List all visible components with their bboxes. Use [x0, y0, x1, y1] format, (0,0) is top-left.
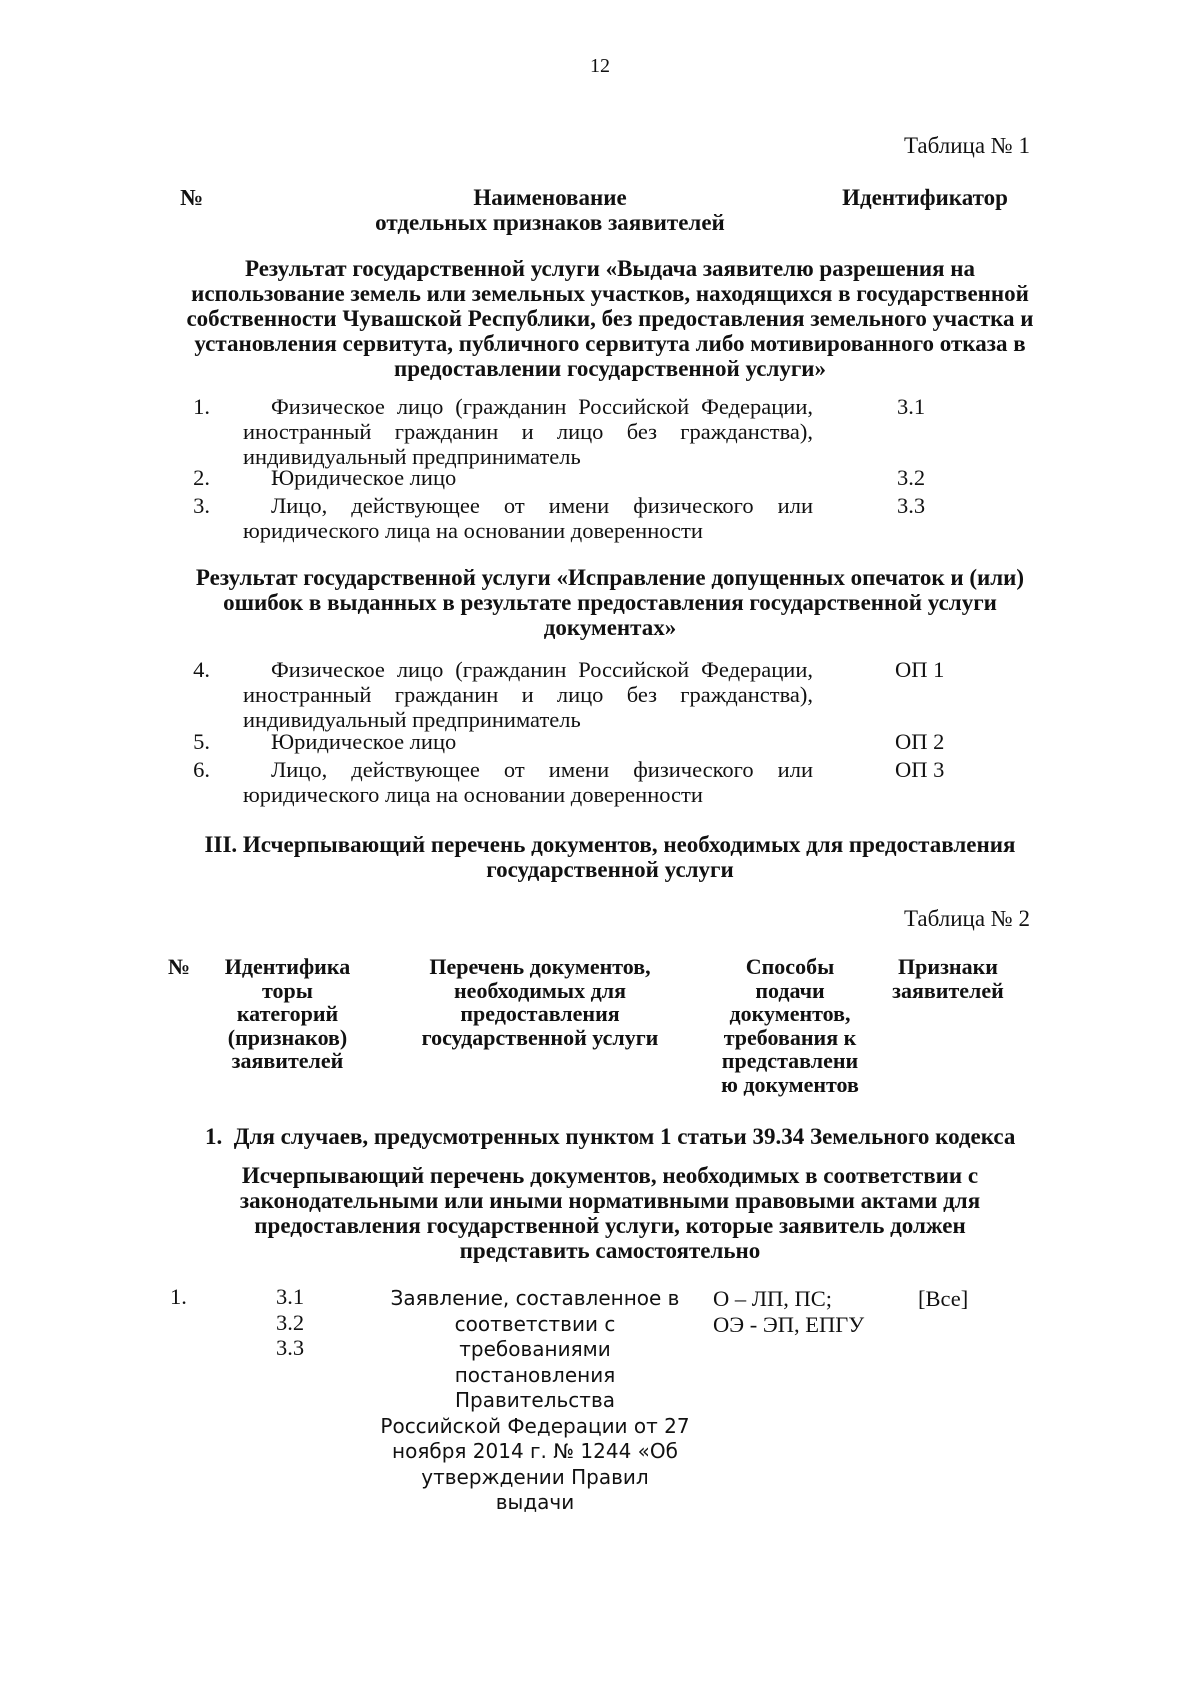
subtitle-line: предоставления государственной услуги, которые заявитель должен — [254, 1213, 966, 1238]
table2-row-number: 1. — [170, 1284, 187, 1309]
row-description-text: Юридическое лицо — [271, 729, 457, 754]
row-identifier: ОП 3 — [895, 757, 945, 782]
document-line: ноября 2014 г. № 1244 «Об — [392, 1439, 678, 1463]
row-number: 3. — [193, 493, 210, 518]
header-line: требования к — [723, 1024, 857, 1050]
section1-title-line: предоставлении государственной услуги» — [393, 356, 827, 381]
section1-title-line: использование земель или земельных участков, находящихся в государственной — [191, 281, 1029, 306]
table2-row-document — [380, 1286, 690, 1516]
row-number: 6. — [193, 757, 210, 782]
method-line: ОЭ - ЭП, ЕПГУ — [713, 1311, 865, 1337]
section1-title — [150, 256, 1070, 381]
table2-header-signs — [878, 955, 1018, 1002]
header-line: документов, — [729, 1001, 851, 1026]
subtitle-line: Исчерпывающий перечень документов, необходимых в соответствии с — [241, 1163, 979, 1188]
document-line: Российской Федерации от 27 — [380, 1413, 690, 1438]
header-line: заявителей — [892, 977, 1004, 1003]
section3-title-line: государственной услуги — [486, 857, 734, 882]
row-description — [243, 657, 813, 732]
header-line: предоставления — [460, 1001, 620, 1026]
row-description-text: Лицо, действующее от имени физического или юридического лица на основании доверенности — [243, 493, 813, 543]
document-line: соответствии с требованиями — [454, 1311, 616, 1361]
row-identifier: 3.1 — [897, 394, 926, 419]
section1-title-line: собственности Чувашской Республики, без предоставления земельного участка и — [186, 306, 1034, 331]
section1-title-line: установления сервитута, публичного сервитута либо мотивированного отказа в — [194, 331, 1026, 356]
section3-title-line: III. Исчерпывающий перечень документов, необходимых для предоставления — [204, 832, 1016, 857]
header-line: категорий — [236, 1001, 339, 1026]
document-line: Заявление, составленное в — [390, 1286, 680, 1310]
table2-header-docs — [395, 955, 685, 1049]
section2-title — [150, 565, 1070, 640]
section1-title-line: Результат государственной услуги «Выдача заявителю разрешения на — [244, 256, 976, 281]
table2-row-methods — [713, 1286, 883, 1337]
row-number: 5. — [193, 729, 210, 754]
row-number: 4. — [193, 657, 210, 682]
table1-header-name-line1: Наименование — [473, 185, 627, 210]
subtitle-line: законодательными или иными нормативными правовыми актами для — [239, 1188, 981, 1213]
table2-row-ids — [270, 1284, 310, 1361]
header-line: представлени — [721, 1048, 859, 1073]
method-line: О – ЛП, ПС; — [713, 1286, 833, 1311]
section2-title-line: документах» — [543, 615, 677, 640]
header-line: Идентифика — [224, 954, 351, 979]
table1-header-num: № — [180, 185, 204, 210]
document-line: постановления Правительства — [454, 1362, 616, 1412]
row-description-text: Физическое лицо (гражданин Российской Федерации, иностранный гражданин и лицо без гражданства), индивидуальный предприниматель — [243, 394, 813, 469]
row-description — [243, 394, 813, 469]
section2-title-line: ошибок в выданных в результате предоставления государственной услуги — [223, 590, 997, 615]
table2-caption: Таблица № 2 — [903, 906, 1030, 931]
table2-header-methods — [700, 955, 880, 1096]
row-number: 2. — [193, 465, 210, 490]
header-line: необходимых для — [454, 977, 626, 1003]
header-line: торы — [262, 977, 313, 1003]
section2-title-line: Результат государственной услуги «Исправление допущенных опечаток и (или) — [195, 565, 1025, 590]
row-identifier: 3.3 — [897, 493, 926, 518]
row-description — [243, 465, 813, 490]
row-description-text: Юридическое лицо — [271, 465, 457, 490]
header-line: заявителей — [231, 1048, 344, 1073]
table1-caption: Таблица № 1 — [903, 133, 1030, 158]
header-line: государственной услуги — [421, 1024, 659, 1050]
row-description — [243, 757, 813, 807]
row-identifier: ОП 2 — [895, 729, 945, 754]
row-description-text: Физическое лицо (гражданин Российской Федерации, иностранный гражданин и лицо без гражданства), индивидуальный предприниматель — [243, 657, 813, 732]
row-description — [243, 493, 813, 543]
header-line: ю документов — [721, 1071, 859, 1097]
table2-header-ids — [200, 955, 375, 1073]
table2-row-signs: [Все] — [918, 1286, 969, 1311]
documents-subtitle — [150, 1163, 1070, 1263]
header-line: Признаки — [898, 954, 998, 979]
id-line: 3.1 — [275, 1284, 305, 1309]
row-description-text: Лицо, действующее от имени физического или юридического лица на основании доверенности — [243, 757, 813, 807]
row-identifier: 3.2 — [897, 465, 926, 490]
row-number: 1. — [193, 394, 210, 419]
page-number: 12 — [590, 55, 610, 77]
header-line: Перечень документов, — [429, 954, 651, 979]
header-line: (признаков) — [227, 1024, 348, 1050]
table1-header-id: Идентификатор — [842, 185, 1008, 210]
table1-header-name-line2: отдельных признаков заявителей — [375, 210, 725, 235]
table2-header-num: № — [168, 954, 191, 979]
row-description — [243, 729, 813, 754]
subtitle-line: представить самостоятельно — [459, 1238, 761, 1263]
section3-title — [150, 832, 1070, 882]
id-line: 3.3 — [275, 1335, 305, 1360]
case1-title: 1. Для случаев, предусмотренных пунктом 1 статьи 39.34 Земельного кодекса — [205, 1124, 1016, 1149]
id-line: 3.2 — [275, 1309, 305, 1335]
header-line: Способы — [745, 954, 835, 979]
table1-header-name — [330, 185, 770, 235]
header-line: подачи — [755, 977, 825, 1003]
document-line: утверждении Правил выдачи — [421, 1464, 649, 1514]
row-identifier: ОП 1 — [895, 657, 945, 682]
